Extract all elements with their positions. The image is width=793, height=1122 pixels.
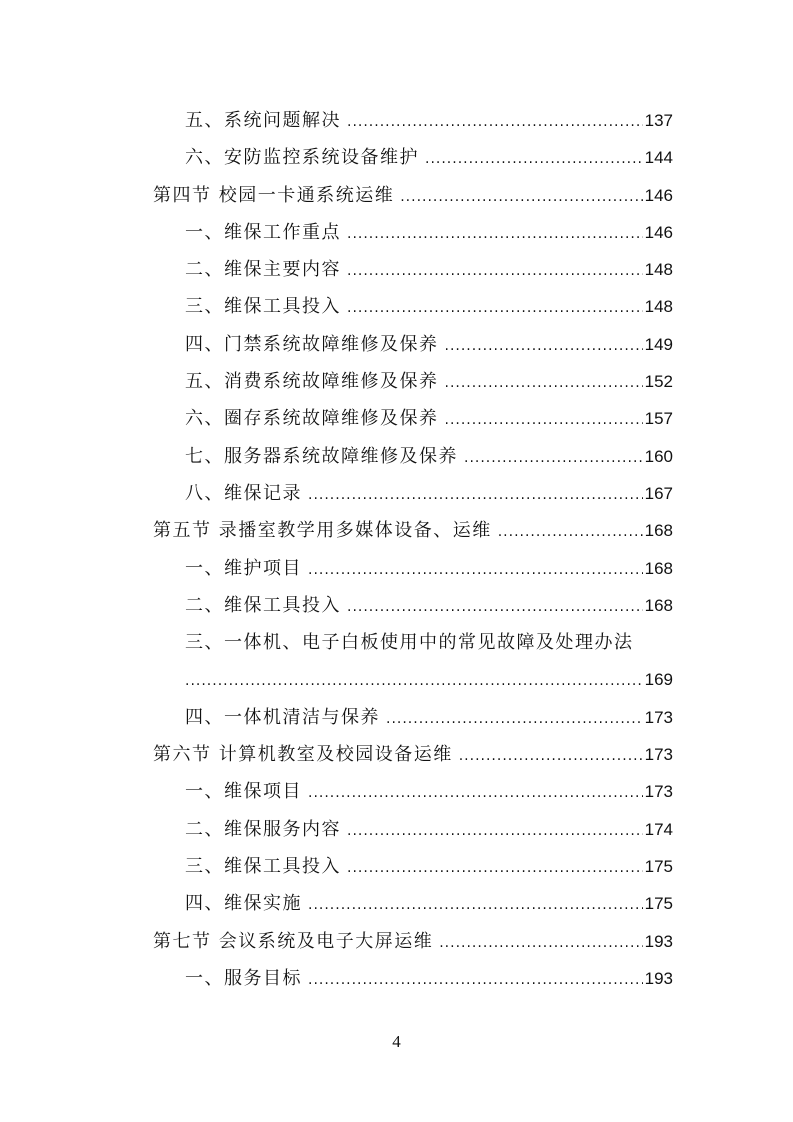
toc-entry[interactable] (153, 773, 673, 810)
toc-entry-page: 193 (644, 968, 673, 988)
toc-entry[interactable] (153, 326, 673, 363)
toc-section-entry[interactable] (153, 177, 673, 214)
toc-entry-page: 168 (644, 558, 673, 578)
toc-entry[interactable] (153, 139, 673, 176)
leader-dots (347, 290, 643, 327)
leader-dots (347, 850, 643, 887)
toc-entry-label: 六、安防监控系统设备维护 (185, 147, 419, 169)
leader-dots (459, 738, 643, 775)
toc-entry-page: 168 (644, 595, 673, 615)
toc-entry[interactable] (153, 251, 673, 288)
toc-entry[interactable] (153, 102, 673, 139)
leader-dots (347, 813, 643, 850)
toc-entry-label: 一、服务目标 (185, 967, 302, 989)
leader-dots (445, 365, 643, 402)
toc-entry-page: 152 (644, 372, 673, 392)
leader-dots (445, 328, 643, 365)
toc-entry-wrapped-label[interactable] (153, 624, 673, 661)
toc-entry-page: 146 (644, 222, 673, 242)
toc-entry-page: 173 (644, 745, 673, 765)
toc-entry-page: 137 (644, 111, 673, 130)
toc-entry-page: 148 (644, 260, 673, 280)
toc-entry-page: 146 (644, 185, 673, 205)
toc-entry-page: 193 (644, 931, 673, 951)
toc-entry-label: 一、维保工作重点 (185, 221, 341, 243)
toc-entry-label: 第七节 会议系统及电子大屏运维 (153, 930, 434, 952)
toc-entry-page: 157 (644, 409, 673, 429)
toc-entry-page: 149 (644, 334, 673, 354)
toc-entry[interactable] (153, 438, 673, 475)
toc-section-entry[interactable] (153, 512, 673, 549)
toc-entry-label: 第五节 录播室教学用多媒体设备、运维 (153, 520, 492, 542)
toc-entry-page: 173 (644, 707, 673, 727)
toc-entry-page: 175 (644, 894, 673, 914)
leader-dots (498, 514, 643, 551)
toc-entry-label: 五、系统问题解决 (185, 110, 341, 131)
toc-entry-label: 第六节 计算机教室及校园设备运维 (153, 744, 453, 766)
toc-entry[interactable] (153, 475, 673, 512)
toc-entry-label: 六、圈存系统故障维修及保养 (185, 408, 439, 430)
toc-entry-label: 八、维保记录 (185, 482, 302, 504)
toc-entry-page: 168 (644, 521, 673, 541)
toc-entry-page: 173 (644, 782, 673, 802)
table-of-contents (153, 102, 673, 997)
toc-entry[interactable] (153, 363, 673, 400)
leader-dots (425, 141, 643, 178)
toc-entry-page: 174 (644, 819, 673, 839)
leader-dots (347, 589, 643, 626)
toc-entry[interactable] (153, 885, 673, 922)
toc-entry[interactable] (153, 699, 673, 736)
toc-entry-label: 一、维保项目 (185, 781, 302, 803)
leader-dots (308, 477, 643, 514)
toc-entry-label: 二、维保主要内容 (185, 259, 341, 281)
toc-entry-label: 七、服务器系统故障维修及保养 (185, 445, 458, 467)
toc-entry-wrapped-leader[interactable] (153, 661, 673, 698)
leader-dots (347, 253, 643, 290)
leader-dots (308, 887, 643, 924)
toc-entry-label: 三、维保工具投入 (185, 296, 341, 318)
toc-entry-page: 160 (644, 446, 673, 466)
toc-entry-label: 四、门禁系统故障维修及保养 (185, 333, 439, 355)
toc-entry-page: 148 (644, 297, 673, 317)
leader-dots (439, 925, 642, 962)
leader-dots (308, 962, 643, 999)
toc-entry-label: 第四节 校园一卡通系统运维 (153, 184, 395, 206)
toc-entry-label: 四、一体机清洁与保养 (185, 706, 380, 728)
leader-dots (386, 701, 643, 738)
toc-entry[interactable] (153, 214, 673, 251)
leader-dots (347, 104, 643, 141)
toc-entry-label: 五、消费系统故障维修及保养 (185, 371, 439, 393)
toc-entry-label: 二、维保服务内容 (185, 818, 341, 840)
toc-entry[interactable] (153, 288, 673, 325)
page-number: 4 (392, 1032, 401, 1051)
toc-section-entry[interactable] (153, 923, 673, 960)
toc-entry[interactable] (153, 400, 673, 437)
toc-entry[interactable] (153, 550, 673, 587)
toc-entry-page: 167 (644, 483, 673, 503)
toc-entry-label: 一、维护项目 (185, 557, 302, 579)
leader-dots (185, 663, 643, 700)
toc-entry-label: 二、维保工具投入 (185, 594, 341, 616)
leader-dots (308, 552, 643, 589)
toc-entry-page: 169 (644, 670, 673, 690)
toc-entry[interactable] (153, 587, 673, 624)
toc-entry[interactable] (153, 811, 673, 848)
toc-entry-label: 三、一体机、电子白板使用中的常见故障及处理办法 (185, 632, 634, 654)
toc-entry-label: 四、维保实施 (185, 893, 302, 915)
toc-entry-label: 三、维保工具投入 (185, 855, 341, 877)
toc-entry-page: 175 (644, 856, 673, 876)
toc-section-entry[interactable] (153, 736, 673, 773)
leader-dots (400, 179, 642, 216)
leader-dots (464, 440, 643, 477)
toc-entry-page: 144 (644, 148, 673, 168)
leader-dots (445, 402, 643, 439)
leader-dots (308, 775, 643, 812)
toc-entry[interactable] (153, 848, 673, 885)
leader-dots (347, 216, 643, 253)
toc-entry[interactable] (153, 960, 673, 997)
